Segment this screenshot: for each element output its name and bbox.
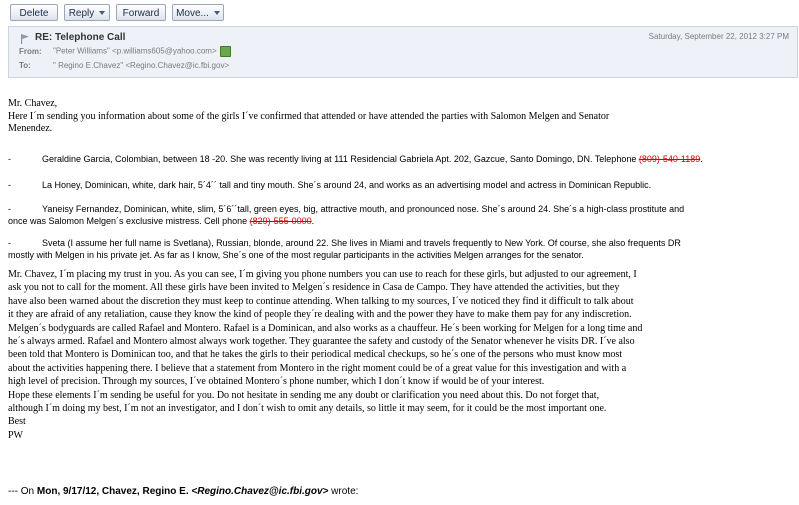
move-button[interactable] <box>172 4 224 21</box>
add-contact-icon[interactable] <box>220 46 231 57</box>
body-line: been told that Montero is Dominican too, and that he takes the girls to their periodical medical checkups, so he´s one of the persons who must know most <box>8 349 623 361</box>
flag-icon[interactable] <box>21 34 29 44</box>
message-intro <box>8 98 798 136</box>
bullet-text: Geraldine Garcia, Colombian, between 18 -20. She was recently living at 111 Residencial Gabriela Apt. 202, Gazcue, Santo Domingo, DN. Telephone <box>42 154 639 164</box>
body-line: Mr. Chavez, I´m placing my trust in you. As you can see, I´m giving you phone numbers you can use to reach for these girls, but adjusted to our agreement, I <box>8 269 637 280</box>
bullet-text: La Honey, Dominican, white, dark hair, 5´4´´ tall and tiny mouth. She´s around 24, and works as an advertising model and actress in Dominican Republic. <box>42 180 652 190</box>
quoted-header <box>8 486 358 497</box>
list-item <box>8 204 794 227</box>
bullet-dash: - <box>8 204 11 214</box>
forward-button[interactable]: Forward <box>116 4 166 21</box>
bullet-text: Sveta (I assume her full name is Svetlana), Russian, blonde, around 22. She lives in Miami and travels frequently to New York. Of course, she also frequents DR <box>42 238 681 248</box>
redacted-phone: (809)-540-1189 <box>638 154 701 164</box>
message-body <box>8 268 798 442</box>
list-item <box>8 154 794 166</box>
toolbar <box>0 0 799 26</box>
quote-date: Mon, 9/17/12, Chavez, Regino E. <box>36 486 189 497</box>
body-line: have also been warned about the discretion they must keep to continue attending. When talking to my sources, I´ve noticed they find it difficult to talk about <box>8 295 634 307</box>
salutation: Mr. Chavez, <box>8 98 58 109</box>
body-line: although I´m doing my best, I´m not an investigator, and I don´t wish to omit any details, so little it may seem, for it could be the most important one. <box>8 403 607 415</box>
signature: PW <box>8 429 23 441</box>
from-label: From: <box>19 46 42 56</box>
quote-prefix: --- On <box>8 486 37 497</box>
quote-suffix: wrote: <box>328 486 359 497</box>
from-address[interactable]: "Peter Williams" <p.williams605@yahoo.com> <box>53 46 217 56</box>
intro-line: Here I´m sending you information about some of the girls I´ve confirmed that attended or have attended the parties with Salomon Melgen and Senator <box>8 110 610 122</box>
delete-button[interactable]: Delete <box>10 4 58 21</box>
body-line: ask you not to call for the moment. All these girls have been invited to Melgen´s residence in Casa de Campo. They have attended the activities, but they <box>8 282 620 294</box>
chevron-down-icon[interactable] <box>214 11 220 15</box>
bullet-dash: - <box>8 180 11 190</box>
to-address[interactable]: " Regino E.Chavez" <Regino.Chavez@ic.fbi.gov> <box>53 61 230 70</box>
bullet-text: Yaneisy Fernandez, Dominican, white, slim, 5´6´´tall, green eyes, big, attractive mouth, and pronounced nose. She´s around 24. She´s a high-class prostitute and <box>42 204 685 214</box>
body-line: high level of precision. Through my sources, I´ve obtained Montero´s phone number, which I don´t know if would be of your interest. <box>8 376 545 388</box>
bullet-text: once was Salomon Melgen´s exclusive mistress. Cell phone <box>8 215 250 226</box>
body-line: it they are afraid of any retaliation, cause they know the kind of people they´re dealing with and the power they have to make them pay for any indiscretion. <box>8 309 632 321</box>
bullet-text: mostly with Melgen in his private jet. As far as I know, She´s one of the most regular participants in the activities Melgen arranges for the senator. <box>8 249 584 260</box>
body-line: about the activities happening there. I believe that a statement from Montero in the right moment could be of a great value for this investigation and with a <box>8 362 627 374</box>
body-line: Hope these elements I´m sending be useful for you. Do not hesitate in sending me any doubt or clarification you need about this. Do not forget that, <box>8 389 600 401</box>
redacted-phone: (829)-555-0000 <box>249 215 312 226</box>
bullet-dash: - <box>8 238 11 248</box>
message-header <box>8 26 798 78</box>
intro-line: Menendez. <box>8 123 53 135</box>
to-label: To: <box>19 61 31 70</box>
reply-label: Reply <box>68 8 95 19</box>
chevron-down-icon[interactable] <box>99 11 105 15</box>
reply-button[interactable] <box>64 4 110 21</box>
list-item <box>8 238 794 261</box>
body-line: he´s always armed. Rafael and Montero almost always work together. They guarantee the safety and custody of the Senator whenever he visits DR. I´ve also <box>8 336 635 348</box>
list-item <box>8 180 794 192</box>
bullet-tail: . <box>311 215 315 226</box>
signoff: Best <box>8 416 26 428</box>
from-row <box>19 46 231 57</box>
message-subject: RE: Telephone Call <box>35 32 126 43</box>
message-date: Saturday, September 22, 2012 3:27 PM <box>648 32 789 41</box>
bullet-tail: . <box>700 154 703 164</box>
to-row <box>19 61 229 70</box>
body-line: Melgen´s bodyguards are called Rafael and Montero. Rafael is a Dominican, and also works as a chauffeur. He´s been working for Melgen for a long time and <box>8 322 643 334</box>
move-label: Move... <box>176 8 209 19</box>
bullet-dash: - <box>8 154 11 164</box>
quote-email[interactable]: <Regino.Chavez@ic.fbi.gov> <box>191 486 329 497</box>
